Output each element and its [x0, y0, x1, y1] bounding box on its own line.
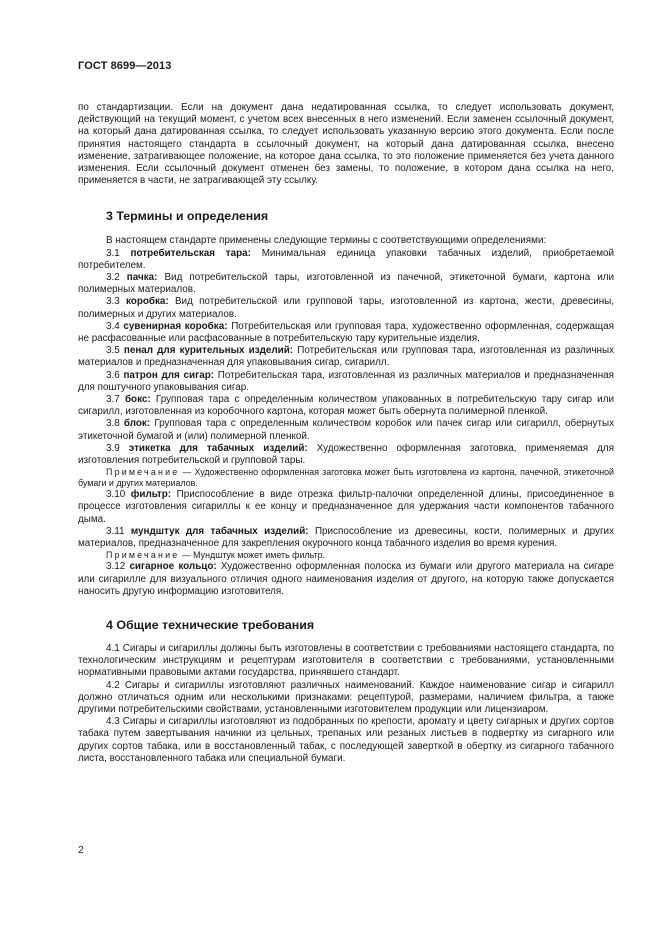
term-number: 3.5: [106, 345, 120, 357]
term-definition: Вид потребительской или групповой тары, изготовленной из картона, жести, древесины, полимерных и других материалов.: [78, 296, 615, 320]
term-entry: [78, 248, 614, 272]
terms-list-c: [78, 561, 614, 598]
term-name: мундштук для табачных изделий:: [130, 525, 309, 537]
term-entry: [78, 345, 614, 369]
term-entry: [78, 489, 614, 526]
term-name: коробка:: [125, 296, 169, 308]
term-definition: Потребительская или групповая тара, художественно оформленная, содержащая не расфасованные или расфасованные в потребительскую тару курительные изделия.: [78, 320, 614, 345]
term-entry: [78, 526, 614, 550]
requirement-paragraph: 4.2 Сигары и сигариллы изготовляют различных наименований. Каждое наименование сигар и сигарилл должно отличаться одним или несколькими признаками: рецептурой, размерами, наличием фильтра, а также другими потребительскими свойствами, установленными изготовителем продукции или лицензиаром.: [78, 679, 614, 715]
term-definition: Потребительская тара, изготовленная из различных материалов и предназначенная для поштучного упаковывания сигар.: [78, 369, 615, 393]
term-name: сувенирная коробка:: [123, 320, 228, 332]
term-number: 3.4: [106, 320, 120, 332]
term-number: 3.2: [106, 272, 120, 284]
term-entry: [78, 418, 614, 442]
term-name: потребительская тара:: [130, 247, 251, 259]
note-2: [78, 550, 614, 561]
section-3-intro: В настоящем стандарте применены следующие термины с соответствующими определениями:: [106, 235, 547, 247]
term-name: блок:: [123, 418, 151, 430]
section-4-title: 4 Общие технические требования: [106, 617, 315, 632]
term-definition: Вид потребительской тары, изготовленной из пачечной, этикеточной бумаги, картона или полимерных материалов.: [78, 272, 615, 296]
term-entry: [78, 370, 614, 394]
note-1: [78, 467, 614, 489]
term-entry: [78, 321, 614, 345]
requirement-paragraph: 4.3 Сигары и сигариллы изготовляют из подобранных по крепости, аромату и цвету сигарных и других сортов табака путем завертывания начинки из цельных, трепаных или резаных листьев в подвертку из сигарного или других сортов табака, или в восстановленный табак, с последующей заверткой в обертку из сигарного табачного листа, восстановленного табака или специальной бумаги.: [78, 716, 614, 764]
term-name: пачка:: [126, 272, 158, 284]
term-definition: Приспособление в виде отрезка фильтр-палочки определенной длины, присоединенное в процессе изготовления сигариллы к ее концу и предназначенное для удержания части компонентов табачного дыма.: [78, 489, 615, 525]
term-definition: Художественно оформленная полоска из бумаги или другого материала на сигаре или сигарилле для визуального отличия одного наименования изделия от другого, на которую также допускается наносить другую информацию изготовителя.: [78, 561, 614, 597]
note-label: Примечание: [106, 550, 180, 561]
intro-paragraph: по стандартизации. Если на документ дана недатированная ссылка, то следует использовать документ, действующий на текущий момент, с учетом всех внесенных в него изменений. Если заменен ссылочный документ, на который дана датированная ссылка, то следует использовать указанную версию этого документа. Если после принятия настоящего стандарта в ссылочный документ, на который дана датированная ссылка, внесено изменение, затрагивающее положение, на которое дана ссылка, то это положение применяется без учета данного изменения. Если ссылочный документ отменен без замены, то положение, в котором дана ссылка на него, применяется в части, не затрагивающей эту ссылку.: [78, 102, 614, 187]
term-name: фильтр:: [130, 489, 172, 501]
term-entry: [78, 272, 614, 296]
term-number: 3.3: [106, 296, 120, 308]
term-definition: Приспособление из древесины, кости, полимерных и других материалов, предназначенное для закрепления окурочного конца табачного изделия во время курения.: [78, 525, 615, 550]
term-definition: Потребительская или групповая тара, изготовленная из различных материалов и предназначенная для упаковывания сигар, сигарилл.: [78, 345, 615, 369]
term-entry: [78, 561, 614, 598]
term-name: бокс:: [124, 394, 151, 406]
term-number: 3.9: [106, 442, 120, 454]
terms-list-a: [78, 248, 614, 468]
term-name: пенал для курительных изделий:: [123, 345, 294, 357]
term-entry: [78, 443, 614, 467]
term-definition: Групповая тара с определенным количеством коробок или пачек сигар или сигарилл, обернутых этикеточной бумагой и (или) полимерной пленкой.: [78, 418, 615, 442]
term-number: 3.6: [106, 369, 120, 381]
term-definition: Минимальная единица упаковки табачных изделий, приобретаемой потребителем.: [78, 247, 615, 271]
term-entry: [78, 296, 614, 320]
term-definition: Художественно оформленная заготовка, применяемая для изготовления потребительской и групповой тары.: [78, 442, 614, 467]
term-number: 3.12: [106, 561, 126, 573]
section-3-title: 3 Термины и определения: [106, 209, 269, 224]
term-name: сигарное кольцо:: [129, 561, 217, 573]
page-content: [78, 102, 614, 765]
term-number: 3.10: [106, 489, 126, 501]
terms-list-b: [78, 489, 614, 550]
term-entry: [78, 394, 614, 418]
doc-code-header: ГОСТ 8699—2013: [78, 60, 172, 72]
requirement-paragraph: 4.1 Сигары и сигариллы должны быть изготовлены в соответствии с требованиями настоящего стандарта, по технологическим инструкциям и рецептурам изготовителя в соответствии с требованиями, установленными нормативными правовыми актами государства, принявшего стандарт.: [78, 642, 614, 679]
note-text: — Художественно оформленная заготовка может быть изготовлена из картона, пачечной, этикеточной бумаги и других материалов.: [78, 467, 614, 489]
term-number: 3.11: [106, 525, 125, 537]
term-definition: Групповая тара с определенным количеством упакованных в потребительскую тару сигар или сигарилл, изготовленная из коробочного картона, которая может быть обернута полимерной пленкой.: [78, 394, 614, 418]
section-4-paragraphs: [78, 643, 614, 765]
term-number: 3.1: [106, 247, 120, 259]
note-text: — Мундштук может иметь фильтр.: [181, 550, 325, 561]
term-name: этикетка для табачных изделий:: [128, 442, 308, 454]
term-name: патрон для сигар:: [123, 369, 215, 381]
page-number: 2: [78, 844, 84, 856]
term-number: 3.7: [106, 394, 120, 406]
note-label: Примечание: [106, 467, 180, 478]
term-number: 3.8: [106, 418, 120, 430]
